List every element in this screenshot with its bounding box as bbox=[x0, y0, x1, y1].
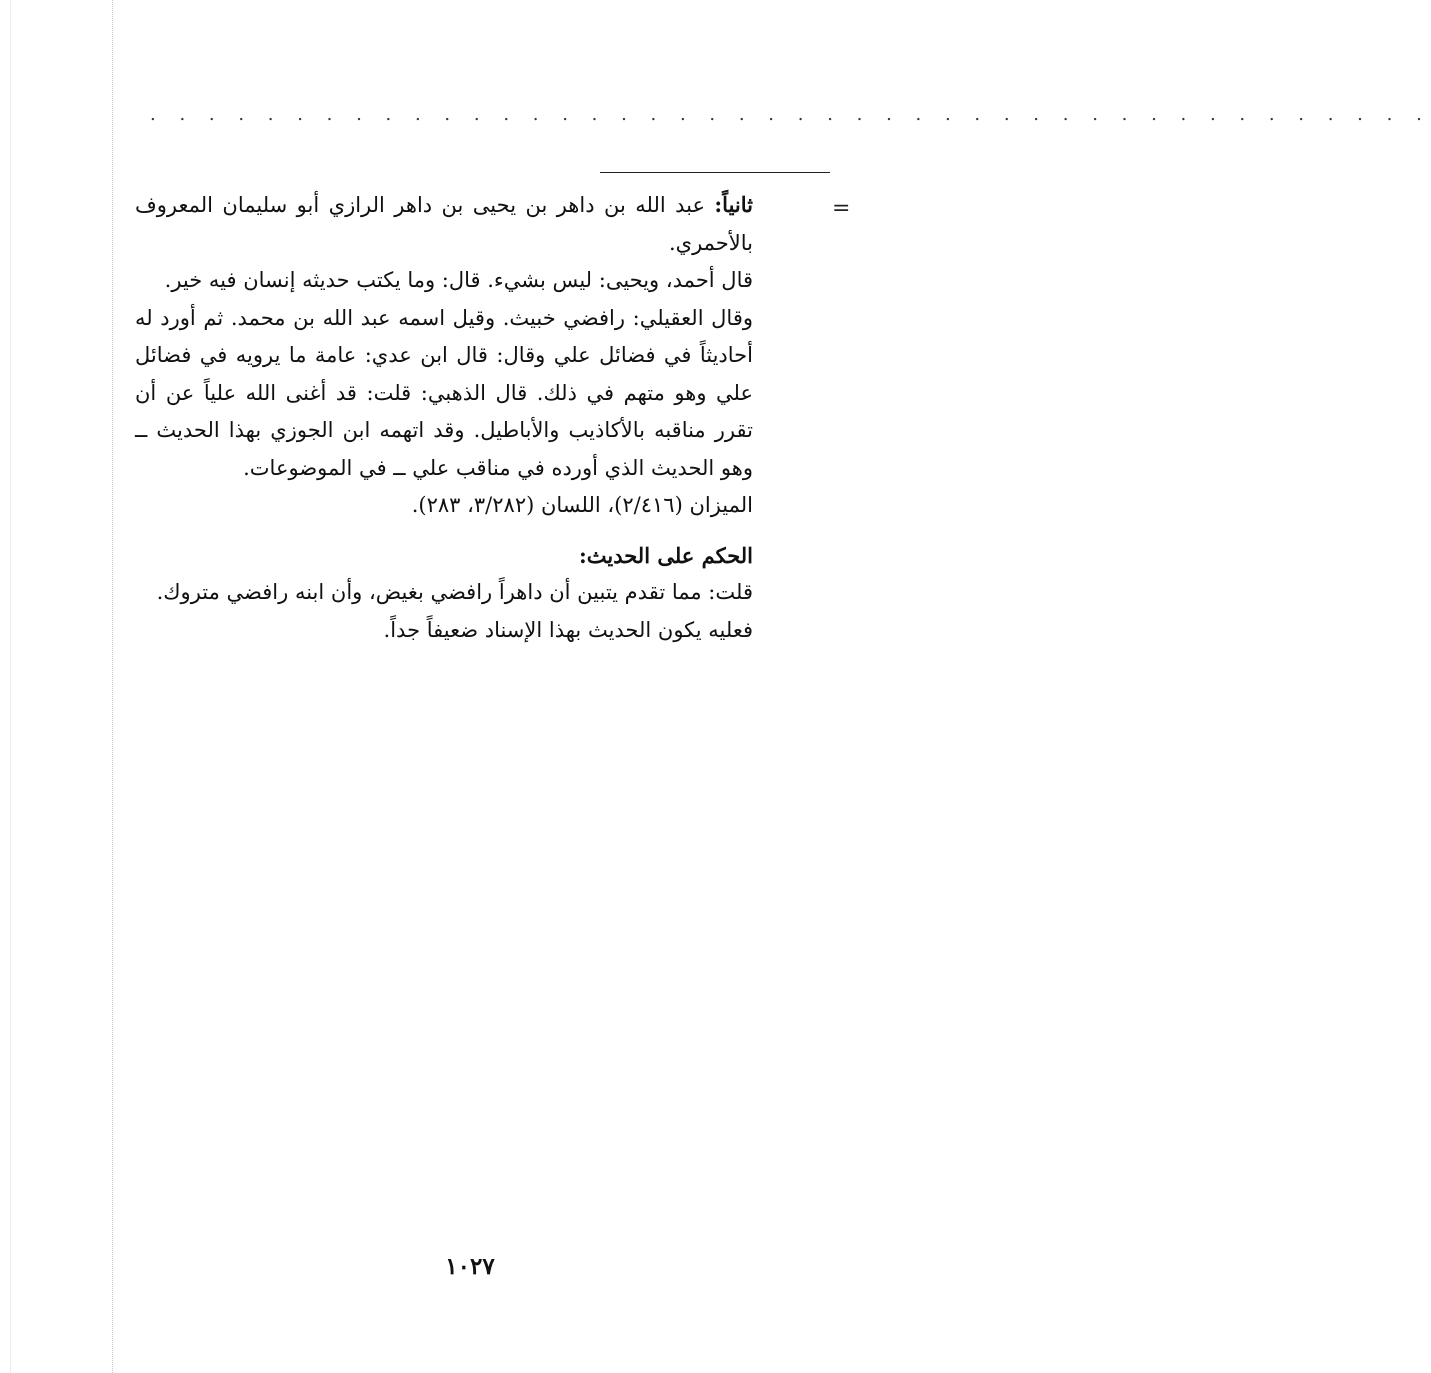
paragraph-uqayli: وقال العقيلي: رافضي خبيث. وقيل اسمه عبد الله بن محمد. ثم أورد له أحاديثاً في فضائل علي وقال: قال ابن عدي: عامة ما يرويه في فضائل علي وهو متهم في ذلك. قال الذهبي: قلت: قد أغنى الله علياً عن أن تقرر مناقبه بالأكاذيب والأباطيل. وقد اتهمه ابن الجوزي بهذا الحديث ــ وهو الحديث الذي أورده في مناقب علي ــ في الموضوعات. bbox=[135, 305, 753, 480]
ruling-line-1: قلت: مما تقدم يتبين أن داهراً رافضي بغيض، وأن ابنه رافضي متروك. bbox=[156, 580, 753, 604]
paragraph-references: الميزان (٢/٤١٦)، اللسان (٣/٢٨٢، ٢٨٣). bbox=[411, 493, 753, 517]
narrator-label: ثانياً: bbox=[714, 192, 753, 217]
footnote-rule bbox=[600, 172, 830, 173]
page-number: ١٠٢٧ bbox=[445, 1253, 495, 1280]
narrator-entry bbox=[135, 186, 753, 262]
page-edge bbox=[112, 0, 113, 1373]
ruling-line-2: فعليه يكون الحديث بهذا الإسناد ضعيفاً جداً. bbox=[383, 617, 753, 642]
dotted-separator: . . . . . . . . . . . . . . . . . . . . . . . . . . . . . . . . . . . . . . . . . . . . bbox=[150, 104, 1431, 125]
narrator-name: عبد الله بن داهر بن يحيى بن داهر الرازي أبو سليمان المعروف بالأحمري. bbox=[135, 193, 753, 255]
page-edge-outer bbox=[10, 0, 11, 1373]
paragraph-ahmad-yahya: قال أحمد، ويحيى: ليس بشيء. قال: وما يكتب حديثه إنسان فيه خير. bbox=[164, 268, 753, 292]
ruling-heading: الحكم على الحديث: bbox=[579, 542, 753, 568]
continuation-mark: = bbox=[832, 196, 851, 221]
footnote-body bbox=[135, 186, 753, 649]
